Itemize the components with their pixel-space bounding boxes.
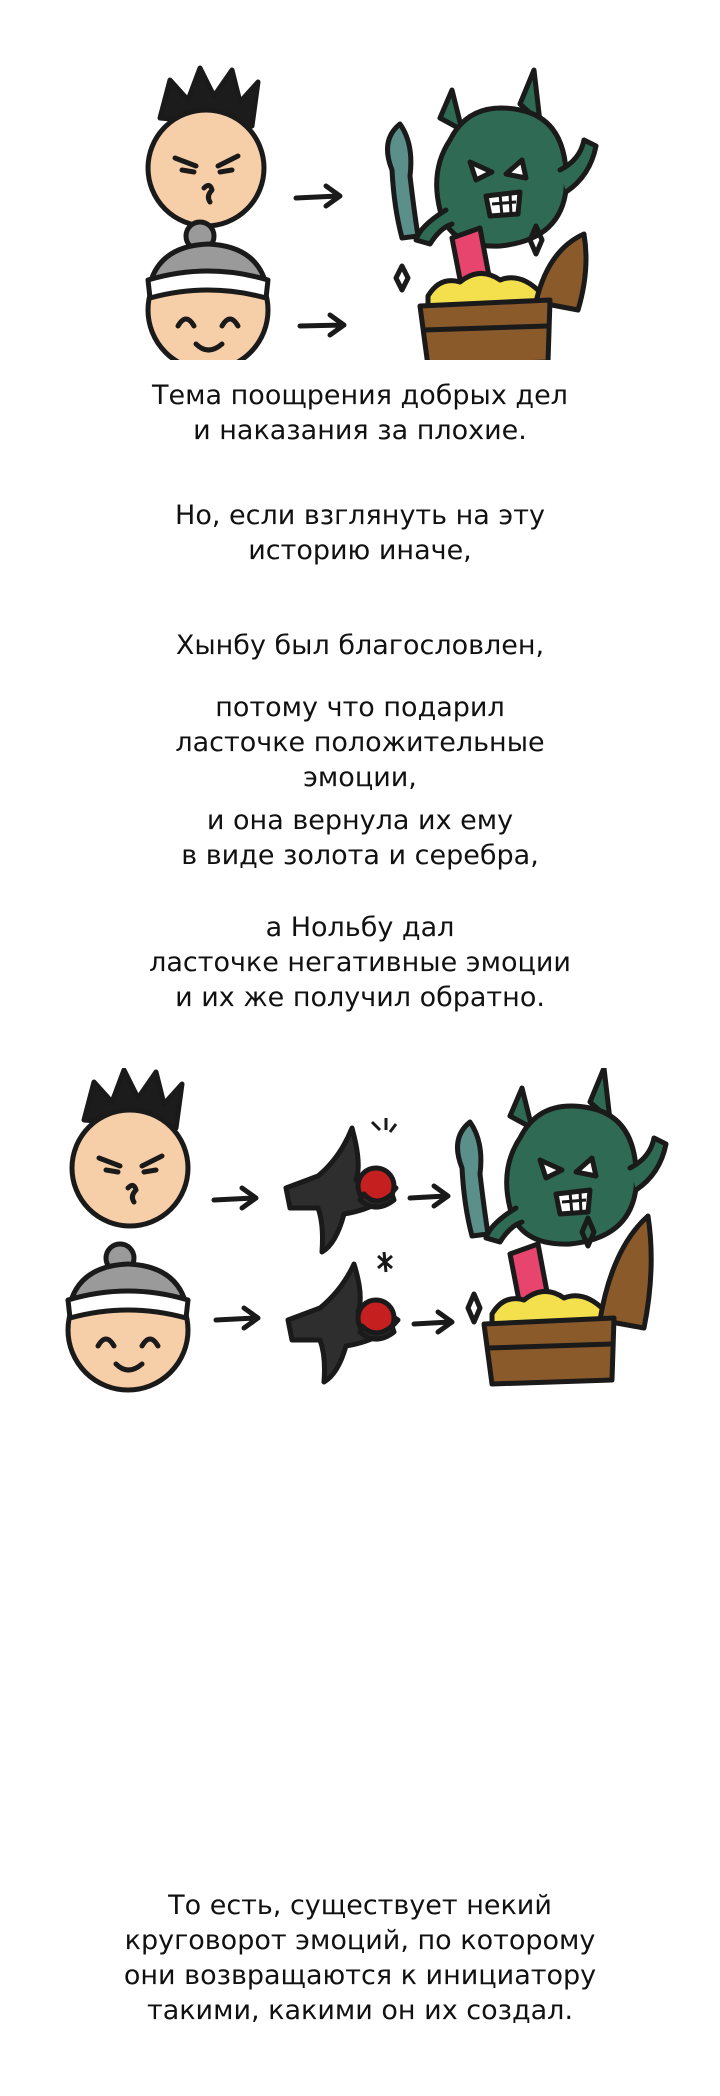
angry-face-icon [148, 68, 264, 226]
swallow-angry-icon [286, 1118, 396, 1252]
demon-with-fish-icon [458, 1068, 667, 1244]
demon-with-fish-icon [388, 70, 597, 246]
swallow-happy-icon [288, 1252, 398, 1382]
caption-because: потому что подарил ласточке положительные эмоции, [175, 692, 545, 793]
caption-returned: и она вернула их ему в виде золота и серебра, [181, 805, 539, 871]
arrow-right-icon [414, 1312, 452, 1332]
arrow-right-icon [216, 1308, 258, 1328]
arrow-right-icon [296, 186, 340, 206]
caption-nolbu: а Нольбу дал ласточке негативные эмоции и их же получил обратно. [149, 912, 571, 1013]
caption-but: Но, если взглянуть на эту историю иначе, [175, 500, 545, 566]
arrow-right-icon [300, 315, 344, 335]
caption-heungbu: Хынбу был благословлен, [175, 630, 545, 661]
bottom-illustration [0, 1068, 720, 1398]
smiling-face-icon [148, 222, 268, 360]
angry-face-icon [72, 1070, 188, 1226]
caption-theme: Тема поощрения добрых дел и наказания за плохие. [152, 380, 568, 446]
arrow-right-icon [410, 1186, 448, 1206]
arrow-right-icon [214, 1188, 256, 1208]
caption-conclusion: То есть, существует некий круговорот эмоций, по которому они возвращаются к инициатору такими, какими он их создал. [123, 1890, 597, 2026]
top-illustration [0, 40, 720, 360]
smiling-face-icon [68, 1244, 188, 1390]
